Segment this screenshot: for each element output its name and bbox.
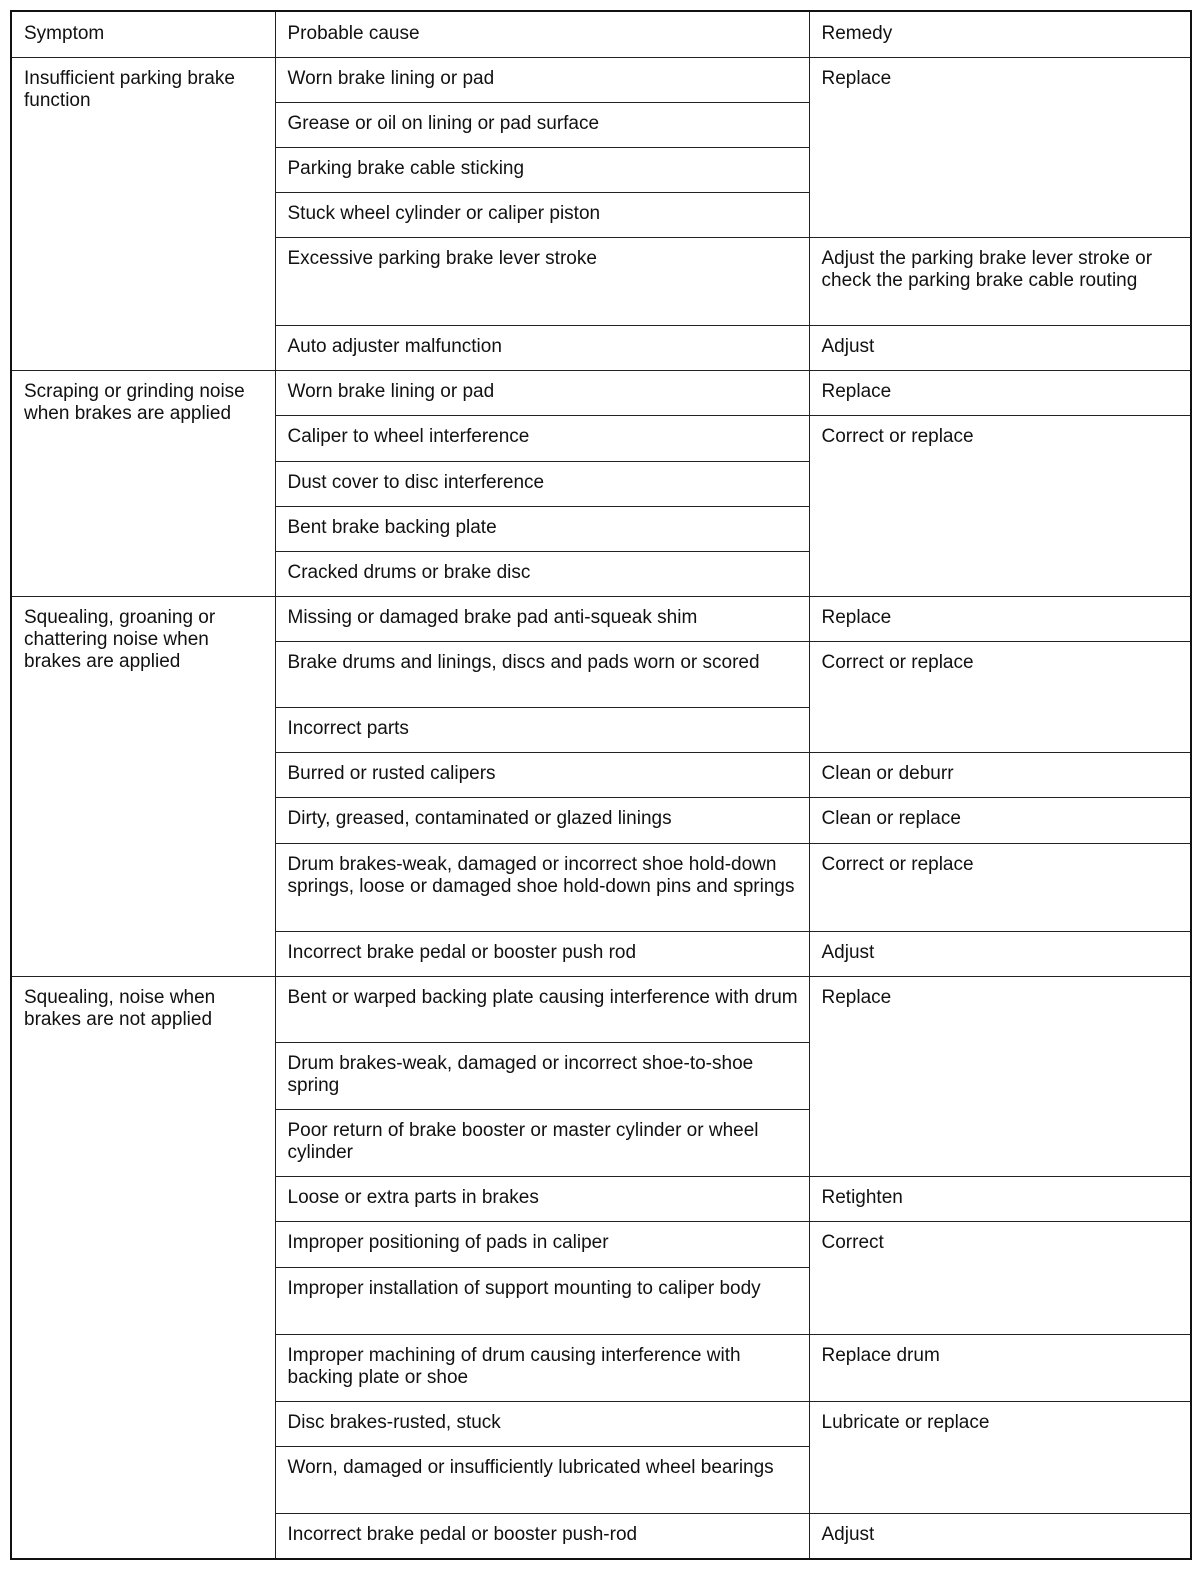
table-row <box>11 57 1191 102</box>
header-remedy: Remedy <box>809 11 1191 57</box>
table-row <box>11 596 1191 641</box>
header-row <box>11 11 1191 57</box>
cause-cell: Bent or warped backing plate causing interference with drum <box>275 976 809 1042</box>
table-row <box>11 371 1191 416</box>
remedy-cell: Adjust <box>809 326 1191 371</box>
cause-cell: Cracked drums or brake disc <box>275 551 809 596</box>
cause-cell: Dirty, greased, contaminated or glazed linings <box>275 798 809 843</box>
remedy-cell: Correct or replace <box>809 642 1191 753</box>
symptom-cell: Scraping or grinding noise when brakes are applied <box>11 371 275 597</box>
troubleshooting-table <box>10 10 1192 1560</box>
cause-cell: Poor return of brake booster or master cylinder or wheel cylinder <box>275 1110 809 1177</box>
remedy-cell: Adjust the parking brake lever stroke or check the parking brake cable routing <box>809 238 1191 326</box>
remedy-cell: Correct or replace <box>809 843 1191 931</box>
cause-cell: Incorrect brake pedal or booster push rod <box>275 931 809 976</box>
cause-cell: Worn brake lining or pad <box>275 371 809 416</box>
table-row <box>11 976 1191 1042</box>
cause-cell: Drum brakes-weak, damaged or incorrect shoe-to-shoe spring <box>275 1043 809 1110</box>
cause-cell: Loose or extra parts in brakes <box>275 1177 809 1222</box>
remedy-cell: Clean or deburr <box>809 753 1191 798</box>
header-symptom: Symptom <box>11 11 275 57</box>
cause-cell: Stuck wheel cylinder or caliper piston <box>275 192 809 237</box>
cause-cell: Disc brakes-rusted, stuck <box>275 1401 809 1446</box>
cause-cell: Brake drums and linings, discs and pads worn or scored <box>275 642 809 708</box>
remedy-cell: Correct or replace <box>809 416 1191 596</box>
remedy-cell: Retighten <box>809 1177 1191 1222</box>
cause-cell: Parking brake cable sticking <box>275 147 809 192</box>
cause-cell: Caliper to wheel interference <box>275 416 809 461</box>
remedy-cell: Correct <box>809 1222 1191 1334</box>
cause-cell: Improper positioning of pads in caliper <box>275 1222 809 1267</box>
remedy-cell: Clean or replace <box>809 798 1191 843</box>
cause-cell: Incorrect brake pedal or booster push-rod <box>275 1514 809 1559</box>
remedy-cell: Replace drum <box>809 1334 1191 1401</box>
troubleshooting-page <box>10 10 1190 1560</box>
remedy-cell: Replace <box>809 57 1191 237</box>
cause-cell: Dust cover to disc interference <box>275 461 809 506</box>
symptom-cell: Squealing, noise when brakes are not applied <box>11 976 275 1559</box>
remedy-cell: Replace <box>809 371 1191 416</box>
symptom-cell: Squealing, groaning or chattering noise when brakes are applied <box>11 596 275 976</box>
cause-cell: Grease or oil on lining or pad surface <box>275 102 809 147</box>
symptom-cell: Insufficient parking brake function <box>11 57 275 371</box>
cause-cell: Missing or damaged brake pad anti-squeak shim <box>275 596 809 641</box>
remedy-cell: Adjust <box>809 931 1191 976</box>
cause-cell: Bent brake backing plate <box>275 506 809 551</box>
cause-cell: Excessive parking brake lever stroke <box>275 238 809 326</box>
remedy-cell: Replace <box>809 976 1191 1177</box>
cause-cell: Improper machining of drum causing interference with backing plate or shoe <box>275 1334 809 1401</box>
cause-cell: Worn brake lining or pad <box>275 57 809 102</box>
cause-cell: Worn, damaged or insufficiently lubricated wheel bearings <box>275 1447 809 1514</box>
cause-cell: Auto adjuster malfunction <box>275 326 809 371</box>
cause-cell: Improper installation of support mounting to caliper body <box>275 1267 809 1334</box>
cause-cell: Drum brakes-weak, damaged or incorrect shoe hold-down springs, loose or damaged shoe hold-down pins and springs <box>275 843 809 931</box>
cause-cell: Incorrect parts <box>275 708 809 753</box>
remedy-cell: Lubricate or replace <box>809 1401 1191 1513</box>
remedy-cell: Replace <box>809 596 1191 641</box>
header-cause: Probable cause <box>275 11 809 57</box>
cause-cell: Burred or rusted calipers <box>275 753 809 798</box>
remedy-cell: Adjust <box>809 1514 1191 1559</box>
